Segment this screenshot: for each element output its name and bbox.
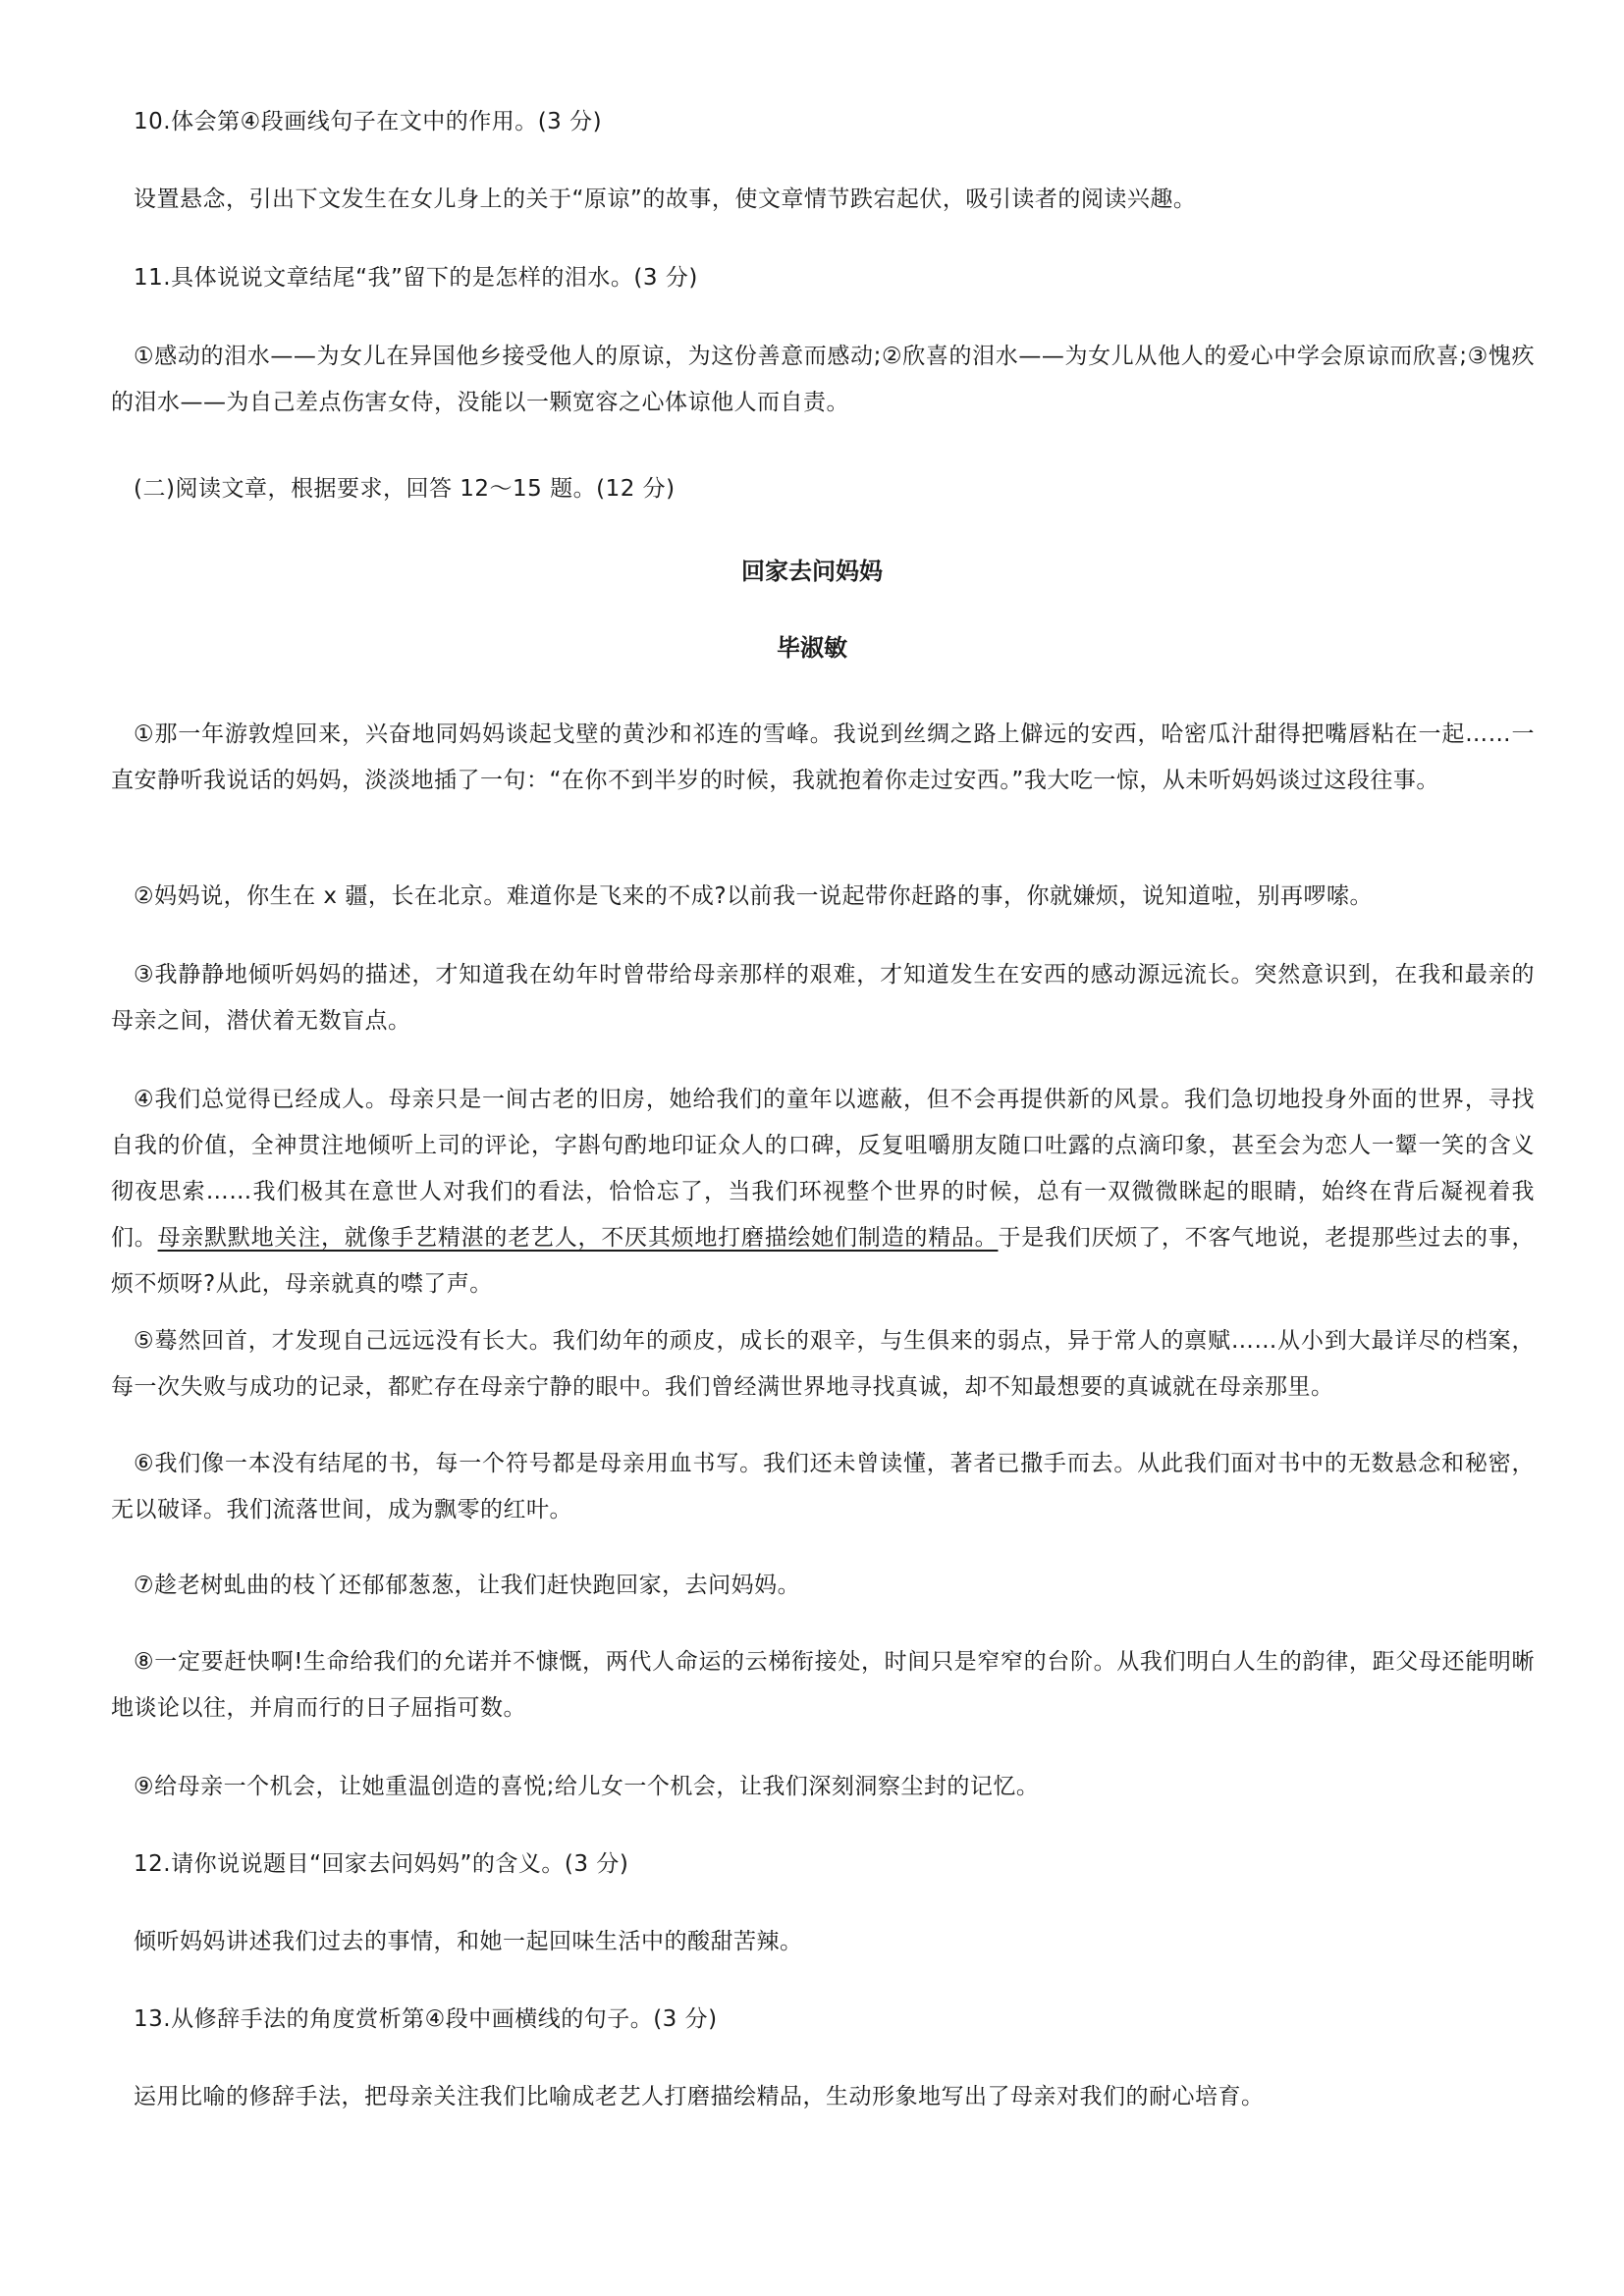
q12-answer: 倾听妈妈讲述我们过去的事情，和她一起回味生活中的酸甜苦辣。 (134, 1929, 803, 1954)
paragraph-3: ③我静静地倾听妈妈的描述，才知道我在幼年时曾带给母亲那样的艰难，才知道发生在安西的感动源远流长。突然意识到，在我和最亲的母亲之间，潜伏着无数盲点。 (111, 962, 1535, 1034)
paragraph-5: ⑤蓦然回首，才发现自己远远没有长大。我们幼年的顽皮，成长的艰辛，与生俱来的弱点，异于常人的禀赋……从小到大最详尽的档案，每一次失败与成功的记录，都贮存在母亲宁静的眼中。我们曾经满世界地寻找真诚，却不知最想要的真诚就在母亲那里。 (111, 1328, 1535, 1400)
article-title: 回家去问妈妈 (741, 558, 883, 585)
paragraph-4 (111, 1077, 1535, 1308)
paragraph-4-text-before: ④我们总觉得已经成人。母亲只是一间古老的旧房，她给我们的童年以遮蔽，但不会再提供新的风景。我们急切地投身外面的世界，寻找自我的价值，全神贯注地倾听上司的评论，字斟句酌地印证众人的口碑，反复咀嚼朋友随口吐露的点滴印象，甚至会为恋人一颦一笑的含义彻夜思索……我们极其在意世人对我们的看法，恰恰忘了，当我们环视整个世界的时候，总有一双微微眯起的眼睛，始终在背后凝视着我们。 (111, 1087, 1535, 1251)
paragraph-7: ⑦趁老树虬曲的枝丫还郁郁葱葱，让我们赶快跑回家，去问妈妈。 (134, 1573, 801, 1598)
paragraph-4-text-after: 于是我们厌烦了，不客气地说，老提那些过去的事，烦不烦呀?从此，母亲就真的噤了声。 (111, 1225, 1536, 1297)
q13-question: 13.从修辞手法的角度赏析第④段中画横线的句子。(3 分) (134, 2006, 718, 2032)
q11-answer: ①感动的泪水——为女儿在异国他乡接受他人的原谅，为这份善意而感动;②欣喜的泪水——为女儿从他人的爱心中学会原谅而欣喜;③愧疚的泪水——为自己差点伤害女侍，没能以一颗宽容之心体谅他人而自责。 (111, 344, 1535, 415)
q10-answer: 设置悬念，引出下文发生在女儿身上的关于“原谅”的故事，使文章情节跌宕起伏，吸引读者的阅读兴趣。 (134, 187, 1197, 212)
paragraph-9: ⑨给母亲一个机会，让她重温创造的喜悦;给儿女一个机会，让我们深刻洞察尘封的记忆。 (134, 1774, 1040, 1799)
paragraph-1: ①那一年游敦煌回来，兴奋地同妈妈谈起戈壁的黄沙和祁连的雪峰。我说到丝绸之路上僻远的安西，哈密瓜汁甜得把嘴唇粘在一起……一直安静听我说话的妈妈，淡淡地插了一句：“在你不到半岁的时候，我就抱着你走过安西。”我大吃一惊，从未听妈妈谈过这段往事。 (111, 721, 1535, 793)
section-heading: (二)阅读文章，根据要求，回答 12～15 题。(12 分) (134, 476, 676, 502)
q13-answer: 运用比喻的修辞手法，把母亲关注我们比喻成老艺人打磨描绘精品，生动形象地写出了母亲对我们的耐心培育。 (134, 2084, 1265, 2109)
paragraph-6: ⑥我们像一本没有结尾的书，每一个符号都是母亲用血书写。我们还未曾读懂，著者已撒手而去。从此我们面对书中的无数悬念和秘密，无以破译。我们流落世间，成为飘零的红叶。 (111, 1451, 1535, 1522)
paragraph-8: ⑧一定要赶快啊!生命给我们的允诺并不慷慨，两代人命运的云梯衔接处，时间只是窄窄的台阶。从我们明白人生的韵律，距父母还能明晰地谈论以往，并肩而行的日子屈指可数。 (111, 1649, 1535, 1721)
q10-question: 10.体会第④段画线句子在文中的作用。(3 分) (134, 109, 603, 134)
article-author: 毕淑敏 (777, 634, 847, 662)
q12-question: 12.请你说说题目“回家去问妈妈”的含义。(3 分) (134, 1851, 629, 1877)
paragraph-4-underlined-sentence: 母亲默默地关注，就像手艺精湛的老艺人，不厌其烦地打磨描绘她们制造的精品。 (157, 1225, 999, 1251)
q11-question: 11.具体说说文章结尾“我”留下的是怎样的泪水。(3 分) (134, 265, 698, 291)
paragraph-2: ②妈妈说，你生在 x 疆，长在北京。难道你是飞来的不成?以前我一说起带你赶路的事，你就嫌烦，说知道啦，别再啰嗦。 (134, 883, 1374, 909)
